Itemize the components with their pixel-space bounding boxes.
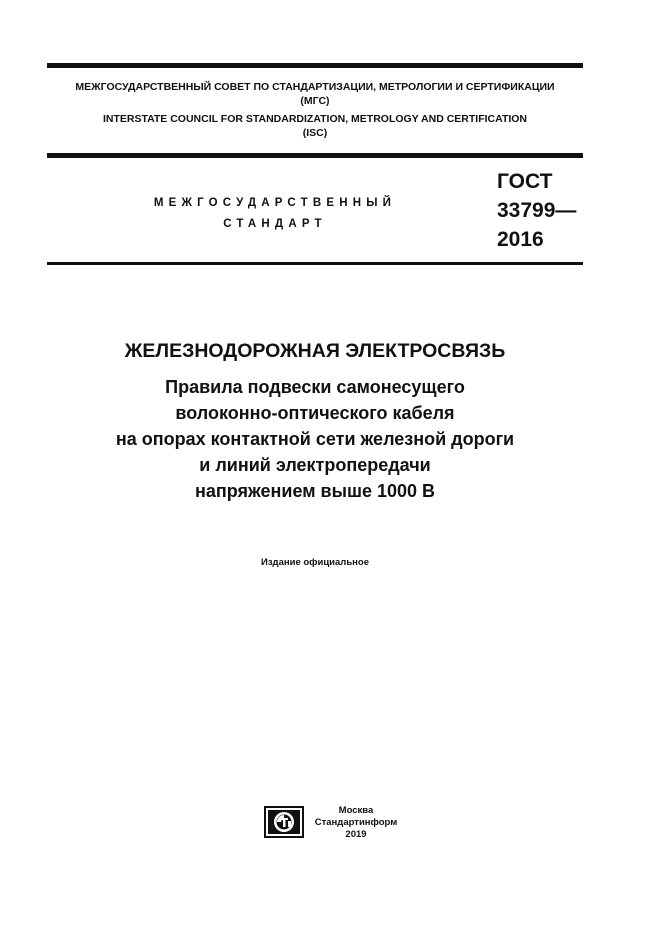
edition-label: Издание официальное (261, 557, 369, 568)
standard-type (100, 193, 450, 235)
subtitle-line: и линий электропередачи (199, 455, 431, 475)
subtitle-line: волоконно-оптического кабеля (175, 403, 455, 423)
council-en-name: INTERSTATE COUNCIL FOR STANDARDIZATION, METROLOGY AND CERTIFICATION (102, 113, 528, 125)
council-en-abbr: (ISC) (302, 127, 328, 139)
document-title: ЖЕЛЕЗНОДОРОЖНАЯ ЭЛЕКТРОСВЯЗЬ (124, 340, 506, 362)
publisher-city: Москва (338, 805, 374, 816)
council-ru-abbr: (МГС) (300, 95, 330, 107)
header-divider (47, 153, 583, 158)
standard-type-line2: СТАНДАРТ (223, 218, 327, 230)
council-ru-name: МЕЖГОСУДАРСТВЕННЫЙ СОВЕТ ПО СТАНДАРТИЗАЦИИ, МЕТРОЛОГИИ И СЕРТИФИКАЦИИ (75, 81, 555, 93)
designation-divider (47, 262, 583, 265)
publisher-block (310, 805, 402, 841)
council-en-block (47, 112, 583, 140)
subtitle-line: Правила подвески самонесущего (165, 377, 465, 397)
gost-designation (497, 167, 576, 254)
document-subtitle (0, 374, 630, 504)
subtitle-line: напряжением выше 1000 В (194, 481, 436, 501)
standard-type-line1: МЕЖГОСУДАРСТВЕННЫЙ (153, 197, 397, 209)
standartinform-logo-icon (264, 806, 304, 838)
gost-number: 33799— (497, 199, 577, 222)
gost-year: 2016 (497, 228, 544, 251)
publisher-name: Стандартинформ (314, 817, 398, 828)
publisher-year: 2019 (345, 829, 367, 840)
subtitle-line: на опорах контактной сети железной дороги (115, 429, 515, 449)
council-ru-block (47, 80, 583, 108)
top-divider (47, 63, 583, 68)
gost-prefix: ГОСТ (497, 170, 553, 193)
